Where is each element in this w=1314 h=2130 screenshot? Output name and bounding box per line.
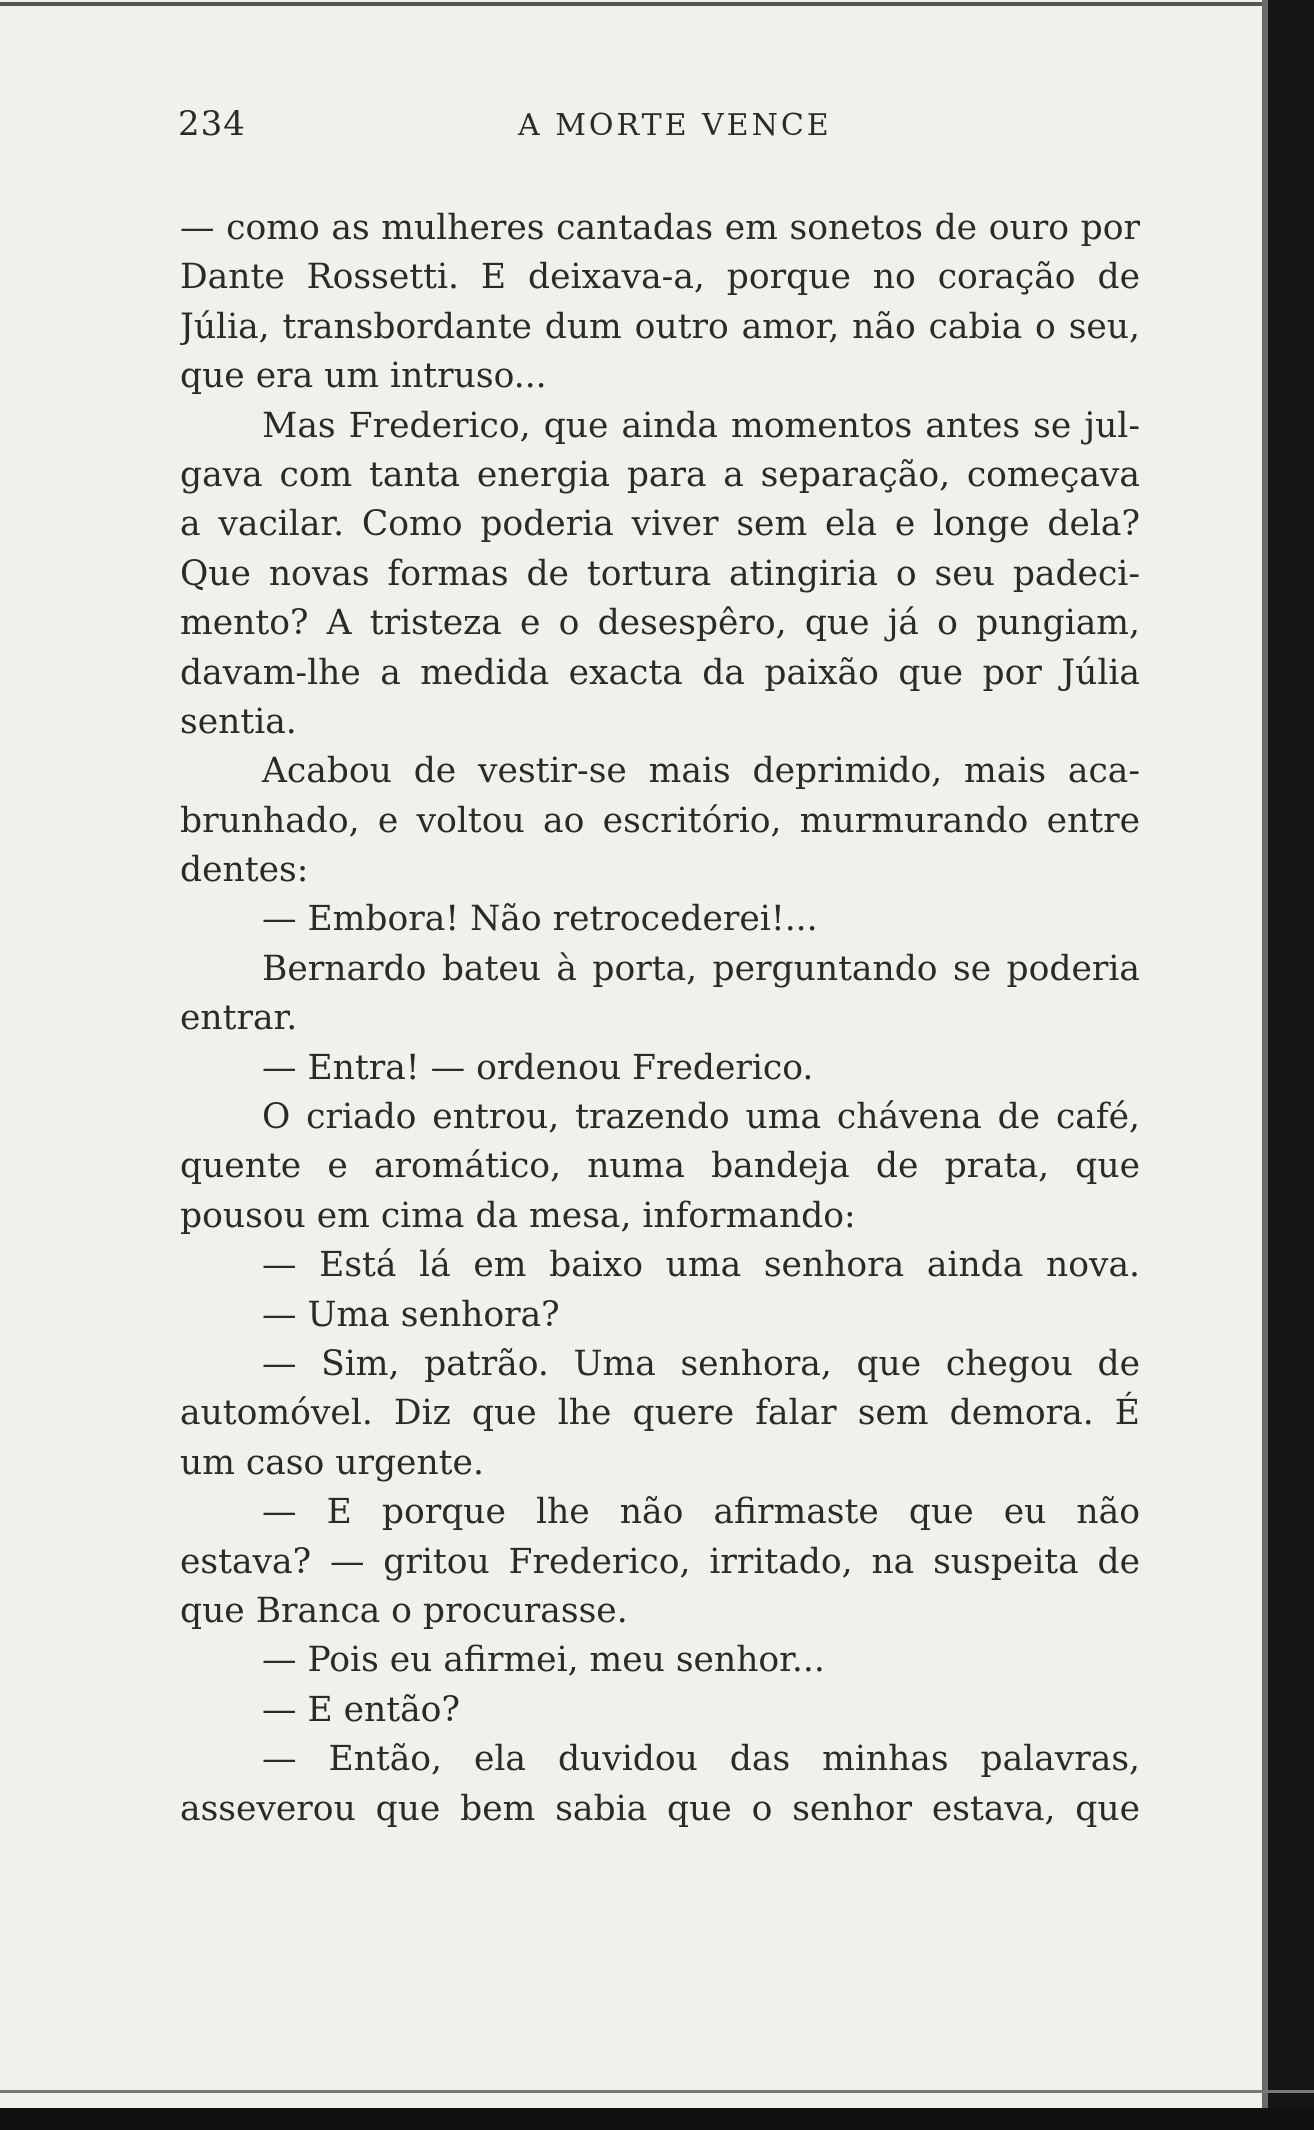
text-line: quente e aromático, numa bandeja de prata, que [180, 1146, 1140, 1187]
text-line: estava? — gritou Frederico, irritado, na suspeita de [180, 1541, 1140, 1582]
text-line: brunhado, e voltou ao escritório, murmurando entre [180, 800, 1140, 841]
text-line: a vacilar. Como poderia viver sem ela e longe dela? [180, 504, 1140, 545]
text-line: pousou em cima da mesa, informando: [180, 1195, 856, 1236]
text-line: O criado entrou, trazendo uma chávena de café, [262, 1097, 1140, 1138]
text-line: Bernardo bateu à porta, perguntando se poderia [262, 948, 1140, 989]
text-line: sentia. [180, 701, 297, 742]
text-line: mento? A tristeza e o desespêro, que já o pungiam, [180, 603, 1140, 644]
text-line: entrar. [180, 998, 298, 1039]
text-line: Que novas formas de tortura atingiria o seu padeci- [180, 553, 1140, 594]
text-line: — Embora! Não retrocederei!... [262, 899, 818, 940]
text-line: — E porque lhe não afirmaste que eu não [262, 1492, 1140, 1533]
text-line: dentes: [180, 850, 309, 891]
bottom-edge [0, 2108, 1314, 2130]
text-line: — E então? [262, 1689, 460, 1730]
page-edge [1268, 0, 1314, 2130]
text-line: — Entra! — ordenou Frederico. [262, 1047, 814, 1088]
text-line: — Então, ela duvidou das minhas palavras, [262, 1739, 1140, 1780]
text-line: automóvel. Diz que lhe quere falar sem demora. É [180, 1393, 1140, 1434]
text-line: um caso urgente. [180, 1442, 484, 1483]
book-title: A MORTE VENCE [518, 108, 832, 143]
text-line: — Sim, patrão. Uma senhora, que chegou de [262, 1343, 1140, 1384]
text-line: — como as mulheres cantadas em sonetos de ouro por [180, 208, 1140, 248]
bottom-rule [0, 2090, 1314, 2093]
text-line: Acabou de vestir-se mais deprimido, mais aca- [262, 751, 1140, 792]
body-text [180, 204, 1140, 1834]
text-line: Mas Frederico, que ainda momentos antes se jul- [262, 405, 1140, 446]
page-number: 234 [178, 104, 246, 144]
running-head [178, 104, 1140, 148]
text-line: asseverou que bem sabia que o senhor estava, que [180, 1788, 1140, 1829]
text-line: Júlia, transbordante dum outro amor, não cabia o seu, [180, 306, 1140, 347]
text-line: gava com tanta energia para a separação, começava [180, 454, 1140, 495]
top-rule [0, 2, 1300, 6]
text-line: Dante Rossetti. E deixava-a, porque no coração de [180, 257, 1140, 298]
text-line: — Está lá em baixo uma senhora ainda nova. [262, 1245, 1140, 1286]
text-line: que Branca o procurasse. [180, 1590, 628, 1631]
text-line: que era um intruso... [180, 356, 547, 397]
text-line: — Uma senhora? [262, 1294, 560, 1335]
text-line: — Pois eu afirmei, meu senhor... [262, 1640, 825, 1681]
text-line: davam-lhe a medida exacta da paixão que por Júlia [180, 652, 1140, 693]
